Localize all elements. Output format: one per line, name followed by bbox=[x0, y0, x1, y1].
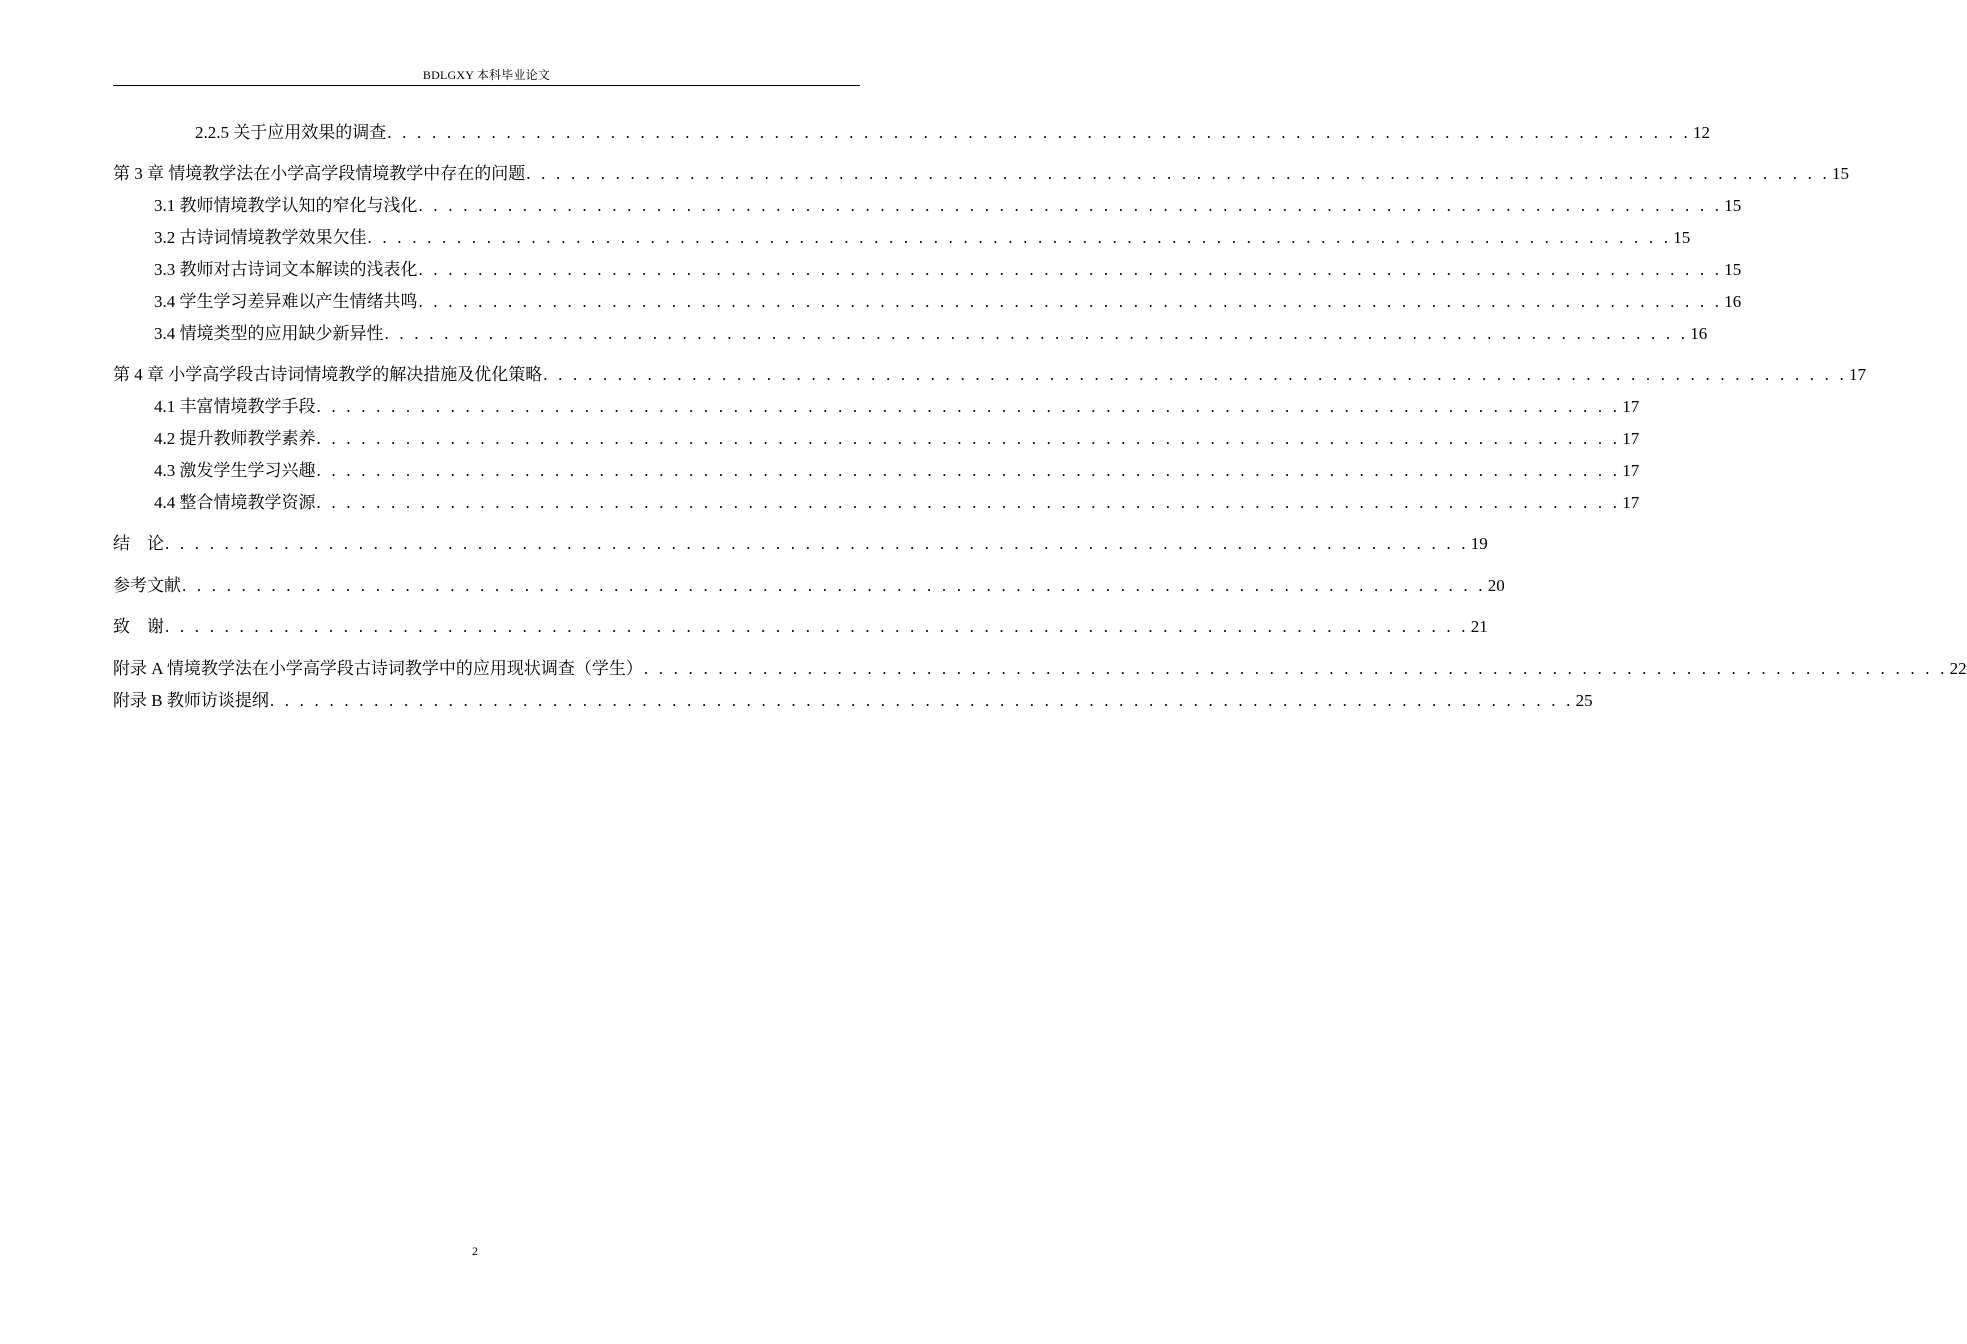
toc-entry-page: 17 bbox=[1849, 365, 1866, 384]
toc-entry[interactable] bbox=[113, 258, 1742, 282]
toc-entry[interactable] bbox=[113, 427, 1640, 451]
toc-entry[interactable] bbox=[113, 657, 1967, 681]
toc-entry[interactable] bbox=[113, 290, 1742, 314]
toc-entry-page: 15 bbox=[1724, 260, 1742, 279]
toc-entry[interactable] bbox=[113, 363, 1866, 387]
toc-entry-title: 结 论 bbox=[113, 534, 164, 553]
toc-dot-leader: . . . . . . . . . . . . . . . . . . . . . . . . . . . . . . . . . . . . . . . . . . . . . . . . . . . . . . . . . . . . . . . . . . . . . . . . . . . . . . . . . . . . . . . . bbox=[269, 691, 1574, 710]
toc-entry[interactable] bbox=[113, 322, 1708, 346]
toc-dot-leader: . . . . . . . . . . . . . . . . . . . . . . . . . . . . . . . . . . . . . . . . . . . . . . . . . . . . . . . . . . . . . . . . . . . . . . . . . . . . . . . . . . . . . . . . bbox=[418, 260, 1723, 279]
toc-dot-leader: . . . . . . . . . . . . . . . . . . . . . . . . . . . . . . . . . . . . . . . . . . . . . . . . . . . . . . . . . . . . . . . . . . . . . . . . . . . . . . . . . . . . . . . . bbox=[418, 292, 1723, 311]
toc-entry-page: 25 bbox=[1575, 691, 1593, 710]
toc-entry-page: 15 bbox=[1832, 164, 1849, 183]
toc-entry-page: 17 bbox=[1622, 461, 1640, 480]
toc-dot-leader: . . . . . . . . . . . . . . . . . . . . . . . . . . . . . . . . . . . . . . . . . . . . . . . . . . . . . . . . . . . . . . . . . . . . . . . . . . . . . . . . . . . . . . . . bbox=[316, 429, 1621, 448]
toc-entry-page: 19 bbox=[1470, 534, 1488, 553]
toc-entry[interactable] bbox=[113, 459, 1640, 483]
toc-dot-leader: . . . . . . . . . . . . . . . . . . . . . . . . . . . . . . . . . . . . . . . . . . . . . . . . . . . . . . . . . . . . . . . . . . . . . . . . . . . . . . . . . . . . . . . . bbox=[384, 324, 1689, 343]
toc-entry[interactable] bbox=[113, 121, 1710, 145]
toc-dot-leader: . . . . . . . . . . . . . . . . . . . . . . . . . . . . . . . . . . . . . . . . . . . . . . . . . . . . . . . . . . . . . . . . . . . . . . . . . . . . . . . . . . . . . . . . bbox=[526, 164, 1830, 183]
toc-entry-page: 20 bbox=[1487, 576, 1505, 595]
toc-dot-leader: . . . . . . . . . . . . . . . . . . . . . . . . . . . . . . . . . . . . . . . . . . . . . . . . . . . . . . . . . . . . . . . . . . . . . . . . . . . . . . . . . . . . . . . . bbox=[316, 461, 1621, 480]
toc-entry-title: 3.2 古诗词情境教学效果欠佳 bbox=[154, 228, 367, 247]
toc-entry-page: 16 bbox=[1690, 324, 1708, 343]
toc-dot-leader: . . . . . . . . . . . . . . . . . . . . . . . . . . . . . . . . . . . . . . . . . . . . . . . . . . . . . . . . . . . . . . . . . . . . . . . . . . . . . . . . . . . . . . . . bbox=[316, 397, 1621, 416]
toc-entry[interactable] bbox=[113, 689, 1593, 713]
toc-entry[interactable] bbox=[113, 194, 1742, 218]
toc-entry[interactable] bbox=[113, 226, 1691, 250]
toc-dot-leader: . . . . . . . . . . . . . . . . . . . . . . . . . . . . . . . . . . . . . . . . . . . . . . . . . . . . . . . . . . . . . . . . . . . . . . . . . . . . . . . . . . . . . . . . bbox=[165, 534, 1469, 553]
toc-entry-page: 17 bbox=[1622, 397, 1640, 416]
toc-dot-leader: . . . . . . . . . . . . . . . . . . . . . . . . . . . . . . . . . . . . . . . . . . . . . . . . . . . . . . . . . . . . . . . . . . . . . . . . . . . . . . . . . . . . . . . . bbox=[543, 365, 1847, 384]
toc-dot-leader: . . . . . . . . . . . . . . . . . . . . . . . . . . . . . . . . . . . . . . . . . . . . . . . . . . . . . . . . . . . . . . . . . . . . . . . . . . . . . . . . . . . . . . . . bbox=[165, 617, 1469, 636]
toc-dot-leader: . . . . . . . . . . . . . . . . . . . . . . . . . . . . . . . . . . . . . . . . . . . . . . . . . . . . . . . . . . . . . . . . . . . . . . . . . . . . . . . . . . . . . . . . bbox=[387, 123, 1691, 142]
toc-entry-title: 第 4 章 小学高学段古诗词情境教学的解决措施及优化策略 bbox=[113, 365, 543, 384]
toc-entry[interactable] bbox=[113, 162, 1849, 186]
toc-entry-title: 致 谢 bbox=[113, 617, 164, 636]
page-number: 2 bbox=[472, 1244, 478, 1258]
toc-entry[interactable] bbox=[113, 395, 1640, 419]
toc-entry-page: 21 bbox=[1470, 617, 1488, 636]
toc-dot-leader: . . . . . . . . . . . . . . . . . . . . . . . . . . . . . . . . . . . . . . . . . . . . . . . . . . . . . . . . . . . . . . . . . . . . . . . . . . . . . . . . . . . . . . . . bbox=[643, 659, 1948, 678]
toc-entry-page: 17 bbox=[1622, 493, 1640, 512]
toc-entry-title: 第 3 章 情境教学法在小学高学段情境教学中存在的问题 bbox=[113, 164, 526, 183]
toc-dot-leader: . . . . . . . . . . . . . . . . . . . . . . . . . . . . . . . . . . . . . . . . . . . . . . . . . . . . . . . . . . . . . . . . . . . . . . . . . . . . . . . . . . . . . . . . bbox=[316, 493, 1621, 512]
running-header: BDLGXY 本科毕业论文 bbox=[422, 68, 551, 82]
toc-dot-leader: . . . . . . . . . . . . . . . . . . . . . . . . . . . . . . . . . . . . . . . . . . . . . . . . . . . . . . . . . . . . . . . . . . . . . . . . . . . . . . . . . . . . . . . . bbox=[367, 228, 1672, 247]
toc-entry-title: 3.1 教师情境教学认知的窄化与浅化 bbox=[154, 196, 418, 215]
toc-entry-title: 4.1 丰富情境教学手段 bbox=[154, 397, 316, 416]
toc-entry-title: 参考文献 bbox=[113, 576, 181, 595]
toc-entry-title: 2.2.5 关于应用效果的调查 bbox=[195, 123, 387, 142]
toc-entry-page: 15 bbox=[1724, 196, 1742, 215]
toc-entry-title: 附录 B 教师访谈提纲 bbox=[113, 691, 269, 710]
toc-entry[interactable] bbox=[113, 532, 1488, 556]
toc-entry[interactable] bbox=[113, 574, 1505, 598]
toc-entry-page: 12 bbox=[1693, 123, 1710, 142]
toc-entry-page: 22 bbox=[1949, 659, 1967, 678]
toc-entry-title: 3.4 情境类型的应用缺少新异性 bbox=[154, 324, 384, 343]
toc-entry-title: 3.3 教师对古诗词文本解读的浅表化 bbox=[154, 260, 418, 279]
toc-entry-page: 16 bbox=[1724, 292, 1742, 311]
toc-entry-title: 3.4 学生学习差异难以产生情绪共鸣 bbox=[154, 292, 418, 311]
toc-dot-leader: . . . . . . . . . . . . . . . . . . . . . . . . . . . . . . . . . . . . . . . . . . . . . . . . . . . . . . . . . . . . . . . . . . . . . . . . . . . . . . . . . . . . . . . . bbox=[418, 196, 1723, 215]
toc-entry-page: 17 bbox=[1622, 429, 1640, 448]
toc-entry[interactable] bbox=[113, 615, 1488, 639]
toc-entry-title: 4.2 提升教师教学素养 bbox=[154, 429, 316, 448]
header-rule bbox=[113, 85, 860, 86]
toc-entry-title: 4.4 整合情境教学资源 bbox=[154, 493, 316, 512]
toc-entry-title: 附录 A 情境教学法在小学高学段古诗词教学中的应用现状调查（学生） bbox=[113, 659, 643, 678]
toc-dot-leader: . . . . . . . . . . . . . . . . . . . . . . . . . . . . . . . . . . . . . . . . . . . . . . . . . . . . . . . . . . . . . . . . . . . . . . . . . . . . . . . . . . . . . . . . bbox=[182, 576, 1486, 595]
toc-entry-title: 4.3 激发学生学习兴趣 bbox=[154, 461, 316, 480]
toc-entry-page: 15 bbox=[1673, 228, 1691, 247]
toc-entry[interactable] bbox=[113, 491, 1640, 515]
